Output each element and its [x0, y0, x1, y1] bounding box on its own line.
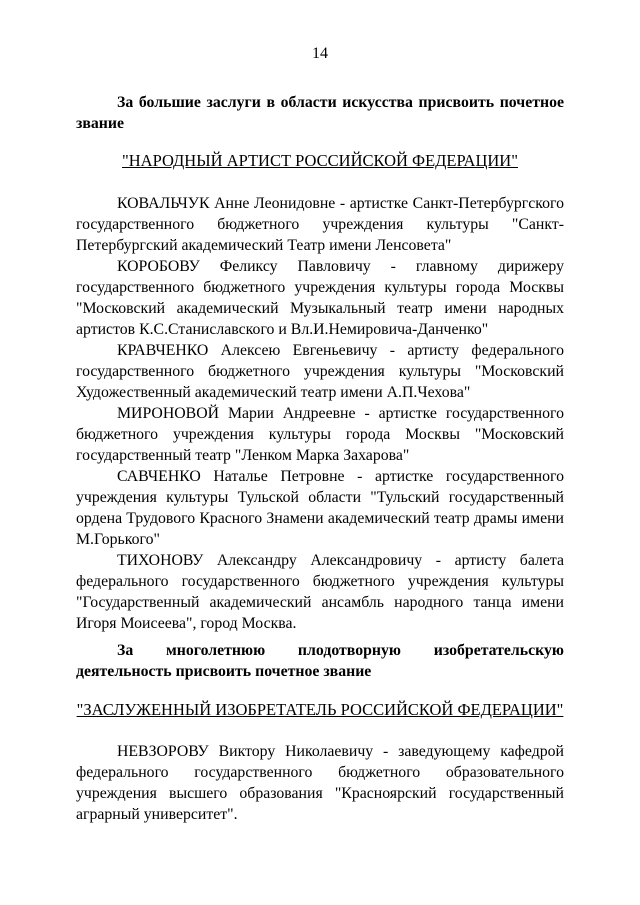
section-2-list — [76, 741, 564, 825]
section-1-intro: За большие заслуги в области искусства присвоить почетное звание — [76, 94, 564, 132]
award-entry: КОРОБОВУ Феликсу Павловичу - главному дирижеру государственного бюджетного учреждения культуры города Москвы "Московский академический Музыкальный театр имени народных артистов К.С.Станиславского и Вл.И.Немировича-Данченко" — [76, 258, 564, 338]
award-entry: МИРОНОВОЙ Марии Андреевне - артистке государственного бюджетного учреждения культуры города Москвы "Московский государственный театр "Ленком Марка Захарова" — [76, 405, 564, 464]
award-entry: ТИХОНОВУ Александру Александровичу - артисту балета федерального государственного бюджетного учреждения культуры "Государственный академический ансамбль народного танца имени Игоря Моисеева", город Москва. — [76, 552, 564, 632]
section-1-title: "НАРОДНЫЙ АРТИСТ РОССИЙСКОЙ ФЕДЕРАЦИИ" — [122, 151, 518, 170]
award-entry: КРАВЧЕНКО Алексею Евгеньевичу - артисту федерального государственного бюджетного учреждения культуры "Московский Художественный академический театр имени А.П.Чехова" — [76, 342, 564, 401]
section-1-list — [76, 193, 564, 634]
section-2-title: "ЗАСЛУЖЕННЫЙ ИЗОБРЕТАТЕЛЬ РОССИЙСКОЙ ФЕДЕРАЦИИ" — [76, 700, 564, 719]
page-number: 14 — [312, 45, 328, 62]
award-entry: КОВАЛЬЧУК Анне Леонидовне - артистке Санкт-Петербургского государственного бюджетного учреждения культуры "Санкт-Петербургский академический Театр имени Ленсовета" — [76, 195, 564, 254]
award-entry: НЕВЗОРОВУ Виктору Николаевичу - заведующему кафедрой федерального государственного бюджетного образовательного учреждения высшего образования "Красноярский государственный аграрный университет". — [76, 743, 564, 823]
award-entry: САВЧЕНКО Наталье Петровне - артистке государственного учреждения культуры Тульской области "Тульский государственный ордена Трудового Красного Знамени академический театр драмы имени М.Горького" — [76, 468, 564, 548]
section-2-intro: За многолетнюю плодотворную изобретательскую деятельность присвоить почетное звание — [76, 642, 564, 680]
